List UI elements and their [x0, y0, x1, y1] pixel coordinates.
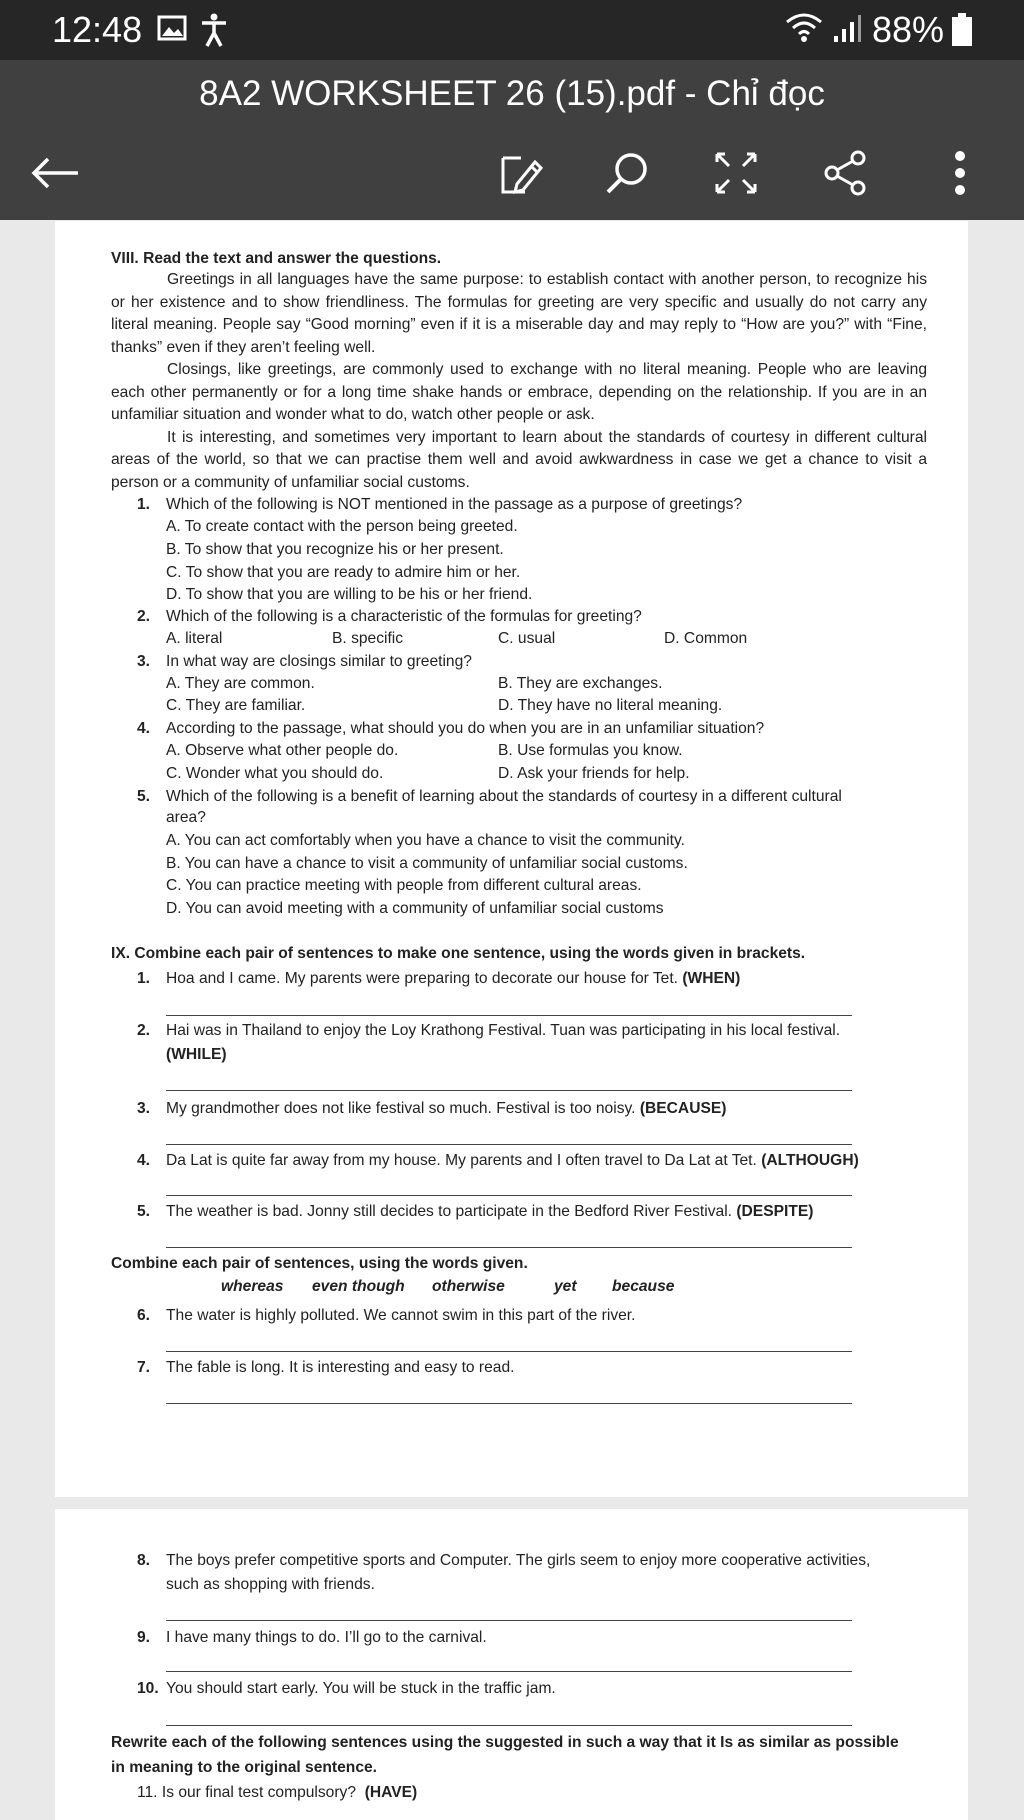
- answer-option: C. usual: [498, 630, 556, 647]
- item-text: You should start early. You will be stuck in the traffic jam.: [166, 1680, 556, 1697]
- answer-line[interactable]: [166, 1090, 852, 1091]
- item-text: I have many things to do. I’ll go to the carnival.: [166, 1629, 487, 1646]
- section-9-heading: IX. Combine each pair of sentences to make one sentence, using the words given in brackets.: [111, 945, 806, 962]
- item-number: 2.: [137, 1022, 151, 1039]
- answer-option: C. You can practice meeting with people from different cultural areas.: [166, 877, 642, 894]
- item-keyword: (WHEN): [682, 970, 741, 987]
- app-toolbar: [0, 60, 1024, 220]
- item-text: The boys prefer competitive sports and Computer. The girls seem to enjoy more cooperative activities,: [166, 1552, 871, 1569]
- item-number: 3.: [137, 1100, 151, 1117]
- answer-line[interactable]: [166, 1403, 852, 1404]
- answer-line[interactable]: [166, 1144, 852, 1145]
- answer-option: C. Wonder what you should do.: [166, 765, 384, 782]
- item-text: Hai was in Thailand to enjoy the Loy Krathong Festival. Tuan was participating in his local festival.: [166, 1022, 841, 1039]
- answer-option: A. You can act comfortably when you have a chance to visit the community.: [166, 832, 685, 849]
- answer-line[interactable]: [166, 1247, 852, 1248]
- rewrite-heading: Rewrite each of the following sentences using the suggested in such a way that it Is as similar as possible: [111, 1734, 899, 1751]
- fullscreen-icon: [711, 148, 761, 198]
- item-text: Hoa and I came. My parents were preparing to decorate our house for Tet.: [166, 970, 678, 987]
- question-text: In what way are closings similar to greeting?: [166, 653, 472, 670]
- exercise-item: [137, 1783, 417, 1803]
- answer-option: A. They are common.: [166, 675, 315, 692]
- status-bar: [0, 0, 1024, 60]
- passage-paragraph: It is interesting, and sometimes very important to learn about the standards of courtesy in different cultural areas of the world, so that we can practise them well and avoid awkwardness in case we get a chance to visit a person or a community of unfamiliar social customs.: [111, 428, 927, 491]
- item-keyword: (BECAUSE): [639, 1100, 727, 1117]
- question-number: 2.: [137, 608, 151, 625]
- answer-option: B. You can have a chance to visit a community of unfamiliar social customs.: [166, 855, 688, 872]
- edit-icon: [495, 148, 545, 198]
- pdf-page-1: [55, 221, 968, 1497]
- item-number: 8.: [137, 1552, 151, 1569]
- item-number: 9.: [137, 1629, 151, 1646]
- exercise-item: [166, 969, 740, 989]
- passage-paragraph: Greetings in all languages have the same purpose: to establish contact with another person, to recognize his or her existence and to show friendliness. The formulas for greeting are very specific and usually do not carry any literal meaning. People say “Good morning” even if it is a miserable day and may reply to “How are you?” with “Fine, thanks” even if they aren’t feeling well.: [111, 271, 927, 356]
- back-arrow-icon: [28, 153, 82, 193]
- word-bank-word: otherwise: [432, 1278, 505, 1295]
- question-text: Which of the following is a benefit of learning about the standards of courtesy in a different cultural: [166, 788, 842, 805]
- item-keyword: (ALTHOUGH): [761, 1152, 859, 1169]
- word-bank-word: whereas: [221, 1278, 284, 1295]
- edit-button[interactable]: [485, 138, 555, 208]
- question-text: Which of the following is NOT mentioned in the passage as a purpose of greetings?: [166, 496, 743, 513]
- item-text: Is our final test compulsory?: [161, 1784, 357, 1801]
- item-text: The weather is bad. Jonny still decides to participate in the Bedford River Festival.: [166, 1203, 732, 1220]
- exercise-item: [166, 1202, 813, 1222]
- more-options-button[interactable]: [925, 138, 995, 208]
- item-keyword: (WHILE): [166, 1046, 227, 1063]
- search-icon: [602, 148, 652, 198]
- word-bank-word: even though: [312, 1278, 405, 1295]
- answer-option: A. literal: [166, 630, 223, 647]
- accessibility-icon: [198, 12, 230, 53]
- reading-passage: [111, 269, 927, 494]
- word-bank-word: because: [612, 1278, 675, 1295]
- question-number: 5.: [137, 788, 151, 805]
- answer-option: C. They are familiar.: [166, 697, 306, 714]
- signal-icon: [832, 14, 862, 49]
- search-button[interactable]: [592, 138, 662, 208]
- answer-line[interactable]: [166, 1195, 852, 1196]
- answer-option: D. Common: [664, 630, 748, 647]
- answer-option: D. To show that you are willing to be his or her friend.: [166, 586, 533, 603]
- item-number: 11.: [137, 1784, 158, 1801]
- section-8-heading: VIII. Read the text and answer the questions.: [111, 250, 442, 267]
- answer-option: A. Observe what other people do.: [166, 742, 399, 759]
- answer-option: B. specific: [332, 630, 404, 647]
- passage-paragraph: Closings, like greetings, are commonly used to exchange with no literal meaning. People who are leaving each other permanently or for a long time shake hands or embrace, depending on the relationship. If you are in an unfamiliar situation and wonder what to do, watch other people or ask.: [111, 361, 927, 423]
- item-number: 6.: [137, 1307, 151, 1324]
- combine-subheading: Combine each pair of sentences, using the words given.: [111, 1255, 528, 1272]
- share-icon: [821, 148, 871, 198]
- exercise-item: [166, 1099, 726, 1119]
- question-text: area?: [166, 809, 206, 826]
- question-number: 1.: [137, 496, 151, 513]
- answer-option: D. You can avoid meeting with a community of unfamiliar social customs: [166, 900, 664, 917]
- rewrite-heading: in meaning to the original sentence.: [111, 1759, 377, 1776]
- answer-line[interactable]: [166, 1620, 852, 1621]
- answer-option: C. To show that you are ready to admire him or her.: [166, 564, 521, 581]
- more-icon: [950, 148, 970, 198]
- answer-option: D. Ask your friends for help.: [498, 765, 690, 782]
- question-number: 3.: [137, 653, 151, 670]
- item-number: 5.: [137, 1203, 151, 1220]
- question-number: 4.: [137, 720, 151, 737]
- answer-line[interactable]: [166, 1015, 852, 1016]
- question-text: According to the passage, what should you do when you are in an unfamiliar situation?: [166, 720, 765, 737]
- item-keyword: (DESPITE): [736, 1203, 814, 1220]
- item-text: Da Lat is quite far away from my house. My parents and I often travel to Da Lat at Tet.: [166, 1152, 757, 1169]
- item-text: My grandmother does not like festival so much. Festival is too noisy.: [166, 1100, 636, 1117]
- item-text: The water is highly polluted. We cannot swim in this part of the river.: [166, 1307, 636, 1324]
- clock: 12:48: [52, 9, 143, 50]
- battery-icon: [950, 13, 974, 52]
- item-number: 7.: [137, 1359, 151, 1376]
- document-title: 8A2 WORKSHEET 26 (15).pdf - Chỉ đọc: [199, 74, 825, 113]
- question-text: Which of the following is a characteristic of the formulas for greeting?: [166, 608, 642, 625]
- wifi-icon: [784, 10, 824, 51]
- back-button[interactable]: [20, 138, 90, 208]
- item-text: such as shopping with friends.: [166, 1576, 375, 1593]
- answer-line[interactable]: [166, 1725, 852, 1726]
- item-keyword: (HAVE): [364, 1784, 418, 1801]
- answer-option: A. To create contact with the person being greeted.: [166, 518, 518, 535]
- fullscreen-button[interactable]: [701, 138, 771, 208]
- pdf-page-2: [55, 1509, 968, 1820]
- image-icon: [156, 12, 188, 49]
- share-button[interactable]: [811, 138, 881, 208]
- answer-option: D. They have no literal meaning.: [498, 697, 723, 714]
- answer-option: B. To show that you recognize his or her present.: [166, 541, 504, 558]
- answer-line[interactable]: [166, 1671, 852, 1672]
- item-number: 4.: [137, 1152, 151, 1169]
- answer-option: B. Use formulas you know.: [498, 742, 683, 759]
- exercise-item: [166, 1151, 859, 1171]
- item-text: The fable is long. It is interesting and easy to read.: [166, 1359, 515, 1376]
- item-number: 1.: [137, 970, 151, 987]
- answer-line[interactable]: [166, 1351, 852, 1352]
- battery-level: 88%: [871, 9, 944, 50]
- word-bank-word: yet: [554, 1278, 577, 1295]
- answer-option: B. They are exchanges.: [498, 675, 663, 692]
- item-number: 10.: [137, 1680, 159, 1697]
